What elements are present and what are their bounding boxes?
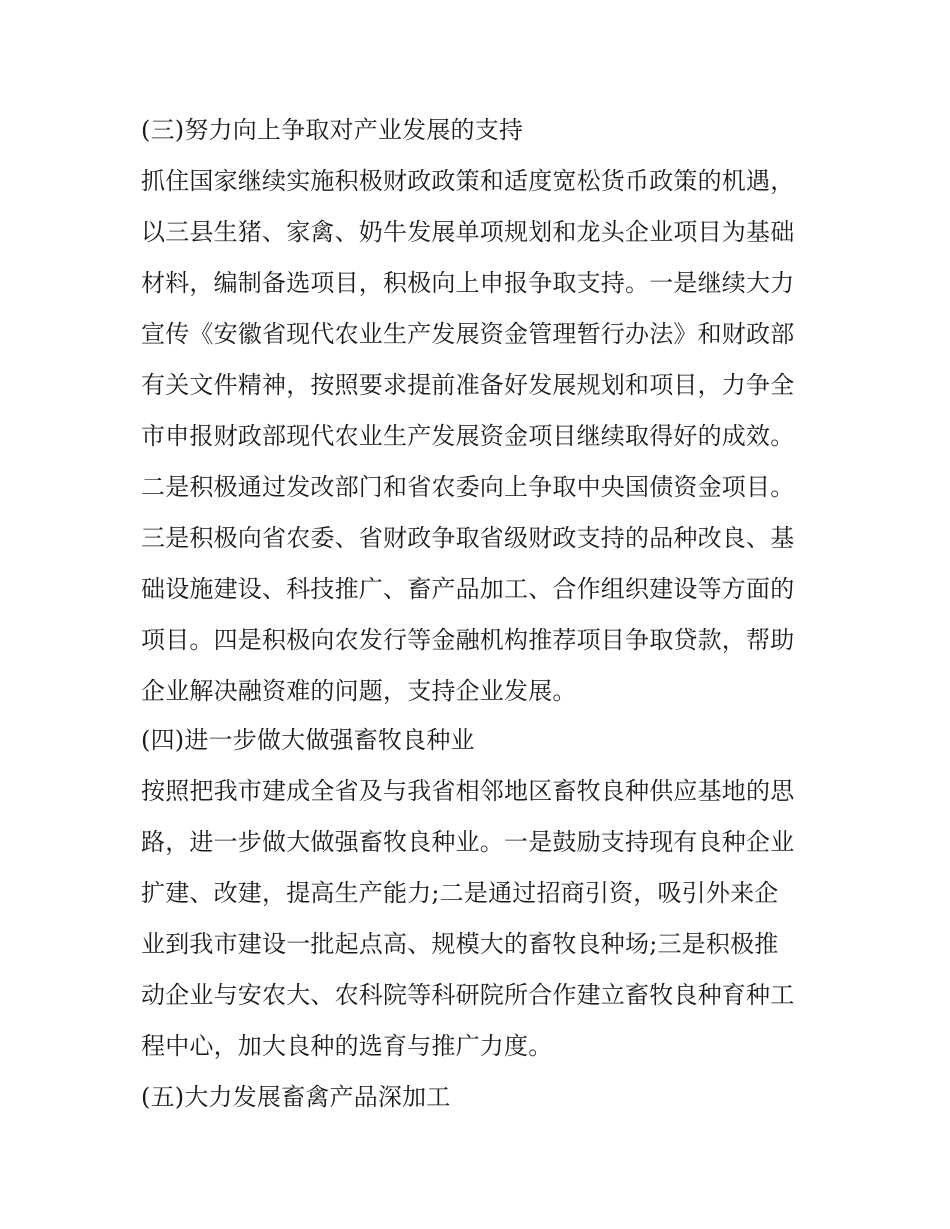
paragraph-line: 路，进一步做大做强畜牧良种业。一是鼓励支持现有良种企业 [141,828,795,856]
paragraph-line: 扩建、改建，提高生产能力;二是通过招商引资，吸引外来企 [141,879,779,907]
paragraph-line: 程中心，加大良种的选育与推广力度。 [141,1032,553,1060]
paragraph-line: 宣传《安徽省现代农业生产发展资金管理暂行办法》和财政部 [141,320,795,348]
paragraph-line: 市申报财政部现代农业生产发展资金项目继续取得好的成效。 [141,422,795,450]
paragraph-line: 抓住国家继续实施积极财政政策和适度宽松货币政策的机遇， [141,167,795,195]
paragraph-line: 有关文件精神，按照要求提前准备好发展规划和项目，力争全 [141,371,795,399]
paragraph-line: 业到我市建设一批起点高、规模大的畜牧良种场;三是积极推 [141,930,779,958]
paragraph-line: 三是积极向省农委、省财政争取省级财政支持的品种改良、基 [141,524,795,552]
paragraph-line: 以三县生猪、家禽、奶牛发展单项规划和龙头企业项目为基础 [141,218,795,246]
paragraph-line: 动企业与安农大、农科院等科研院所合作建立畜牧良种育种工 [141,981,795,1009]
paragraph-line: 企业解决融资难的问题，支持企业发展。 [141,677,577,705]
section-heading: (五)大力发展畜禽产品深加工 [141,1083,451,1111]
paragraph-line: 项目。四是积极向农发行等金融机构推荐项目争取贷款，帮助 [141,626,795,654]
paragraph-line: 材料，编制备选项目，积极向上申报争取支持。一是继续大力 [141,269,795,297]
paragraph-line: 二是积极通过发改部门和省农委向上争取中央国债资金项目。 [141,473,795,501]
section-heading: (四)进一步做大做强畜牧良种业 [141,726,475,754]
paragraph-line: 按照把我市建成全省及与我省相邻地区畜牧良种供应基地的思 [141,777,795,805]
paragraph-line: 础设施建设、科技推广、畜产品加工、合作组织建设等方面的 [141,575,795,603]
section-heading: (三)努力向上争取对产业发展的支持 [141,116,524,144]
